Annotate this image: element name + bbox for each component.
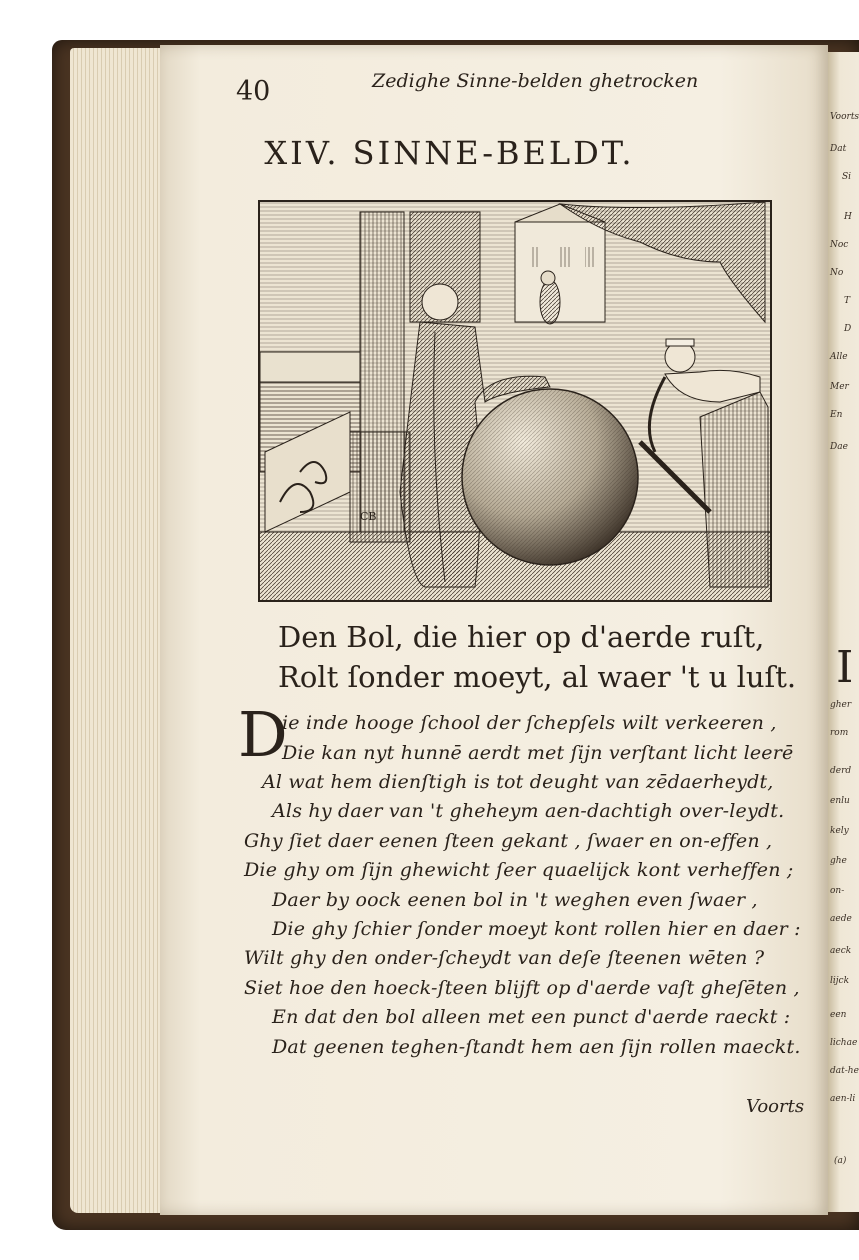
facing-page-text: lijck bbox=[830, 976, 850, 986]
verse-line: ie inde hooge ſchool der ſchepſels wilt verkeeren , bbox=[282, 712, 777, 734]
facing-page-text: lichae bbox=[830, 1038, 858, 1048]
facing-page-initial: I bbox=[836, 642, 854, 693]
facing-page-text: Dat bbox=[830, 144, 847, 154]
facing-page-text: aen-li bbox=[830, 1094, 856, 1104]
motto-line: Rolt ſonder moeyt, al waer 't u luſt. bbox=[278, 660, 797, 694]
facing-page-text: Noc bbox=[830, 240, 849, 250]
catchword: Voorts bbox=[746, 1096, 805, 1117]
facing-page bbox=[828, 52, 859, 1212]
engraver-monogram: CB bbox=[360, 510, 377, 523]
facing-page-text: Mer bbox=[830, 382, 849, 392]
facing-page-text: on- bbox=[830, 886, 845, 896]
facing-page-text: D bbox=[844, 324, 852, 334]
emblem-title-text: XIV. SINNE-BELDT. bbox=[264, 134, 635, 172]
page-edges bbox=[70, 48, 162, 1213]
facing-page-text: kely bbox=[830, 826, 849, 836]
verse-line: Die ghy ſchier ſonder moeyt kont rollen hier en daer : bbox=[272, 918, 801, 940]
facing-page-text: dat-he bbox=[830, 1066, 859, 1076]
facing-page-text: aeck bbox=[830, 946, 852, 956]
verse-line: En dat den bol alleen met een punct d'aerde raeckt : bbox=[272, 1006, 791, 1028]
facing-page-text: H bbox=[844, 212, 852, 222]
running-head: Zedighe Sinne-belden ghetrocken bbox=[372, 70, 699, 92]
facing-page-text: derd bbox=[830, 766, 852, 776]
facing-page-text: No bbox=[830, 268, 844, 278]
verse-line: Als hy daer van 't gheheym aen-dachtigh over-leydt. bbox=[272, 800, 785, 822]
facing-page-text: En bbox=[830, 410, 843, 420]
facing-page-text: enlu bbox=[830, 796, 850, 806]
facing-page-text: Voorts bbox=[830, 112, 859, 122]
facing-page-text: Alle bbox=[830, 352, 848, 362]
verse-line: Wilt ghy den onder-ſcheydt van deſe ſteenen wēten ? bbox=[244, 947, 765, 969]
facing-page-text: rom bbox=[830, 728, 849, 738]
verse-line: Daer by oock eenen bol in 't weghen even ſwaer , bbox=[272, 889, 758, 911]
facing-page-text: T bbox=[844, 296, 851, 306]
drop-cap: D bbox=[238, 698, 288, 771]
facing-page-text: gher bbox=[830, 700, 852, 710]
facing-page-text: Si bbox=[842, 172, 852, 182]
facing-page-text: een bbox=[830, 1010, 847, 1020]
facing-page-text: (a) bbox=[834, 1156, 847, 1166]
facing-page-text: Dae bbox=[830, 442, 848, 452]
verse-line: Dat geenen teghen-ſtandt hem aen ſijn rollen maeckt. bbox=[272, 1036, 801, 1058]
verse-line: Siet hoe den hoeck-ſteen blijft op d'aerde vaſt gheſēten , bbox=[244, 977, 800, 999]
verse-line: Ghy ſiet daer eenen ſteen gekant , ſwaer en on-effen , bbox=[244, 830, 773, 852]
page-number: 40 bbox=[236, 76, 271, 107]
facing-page-text: ghe bbox=[830, 856, 847, 866]
emblem-engraving bbox=[258, 200, 772, 602]
motto-line: Den Bol, die hier op d'aerde ruſt, bbox=[278, 620, 765, 654]
verse-line: Die ghy om ſijn ghewicht ſeer quaelijck kont verheffen ; bbox=[244, 859, 794, 881]
emblem-title bbox=[0, 134, 859, 172]
facing-page-text: aede bbox=[830, 914, 852, 924]
engraving-illustration bbox=[260, 202, 770, 600]
verse-line: Die kan nyt hunnē aerdt met ſijn verſtant licht leerē bbox=[282, 742, 794, 764]
verse-line: Al wat hem dienſtigh is tot deught van zēdaerheydt, bbox=[262, 771, 774, 793]
